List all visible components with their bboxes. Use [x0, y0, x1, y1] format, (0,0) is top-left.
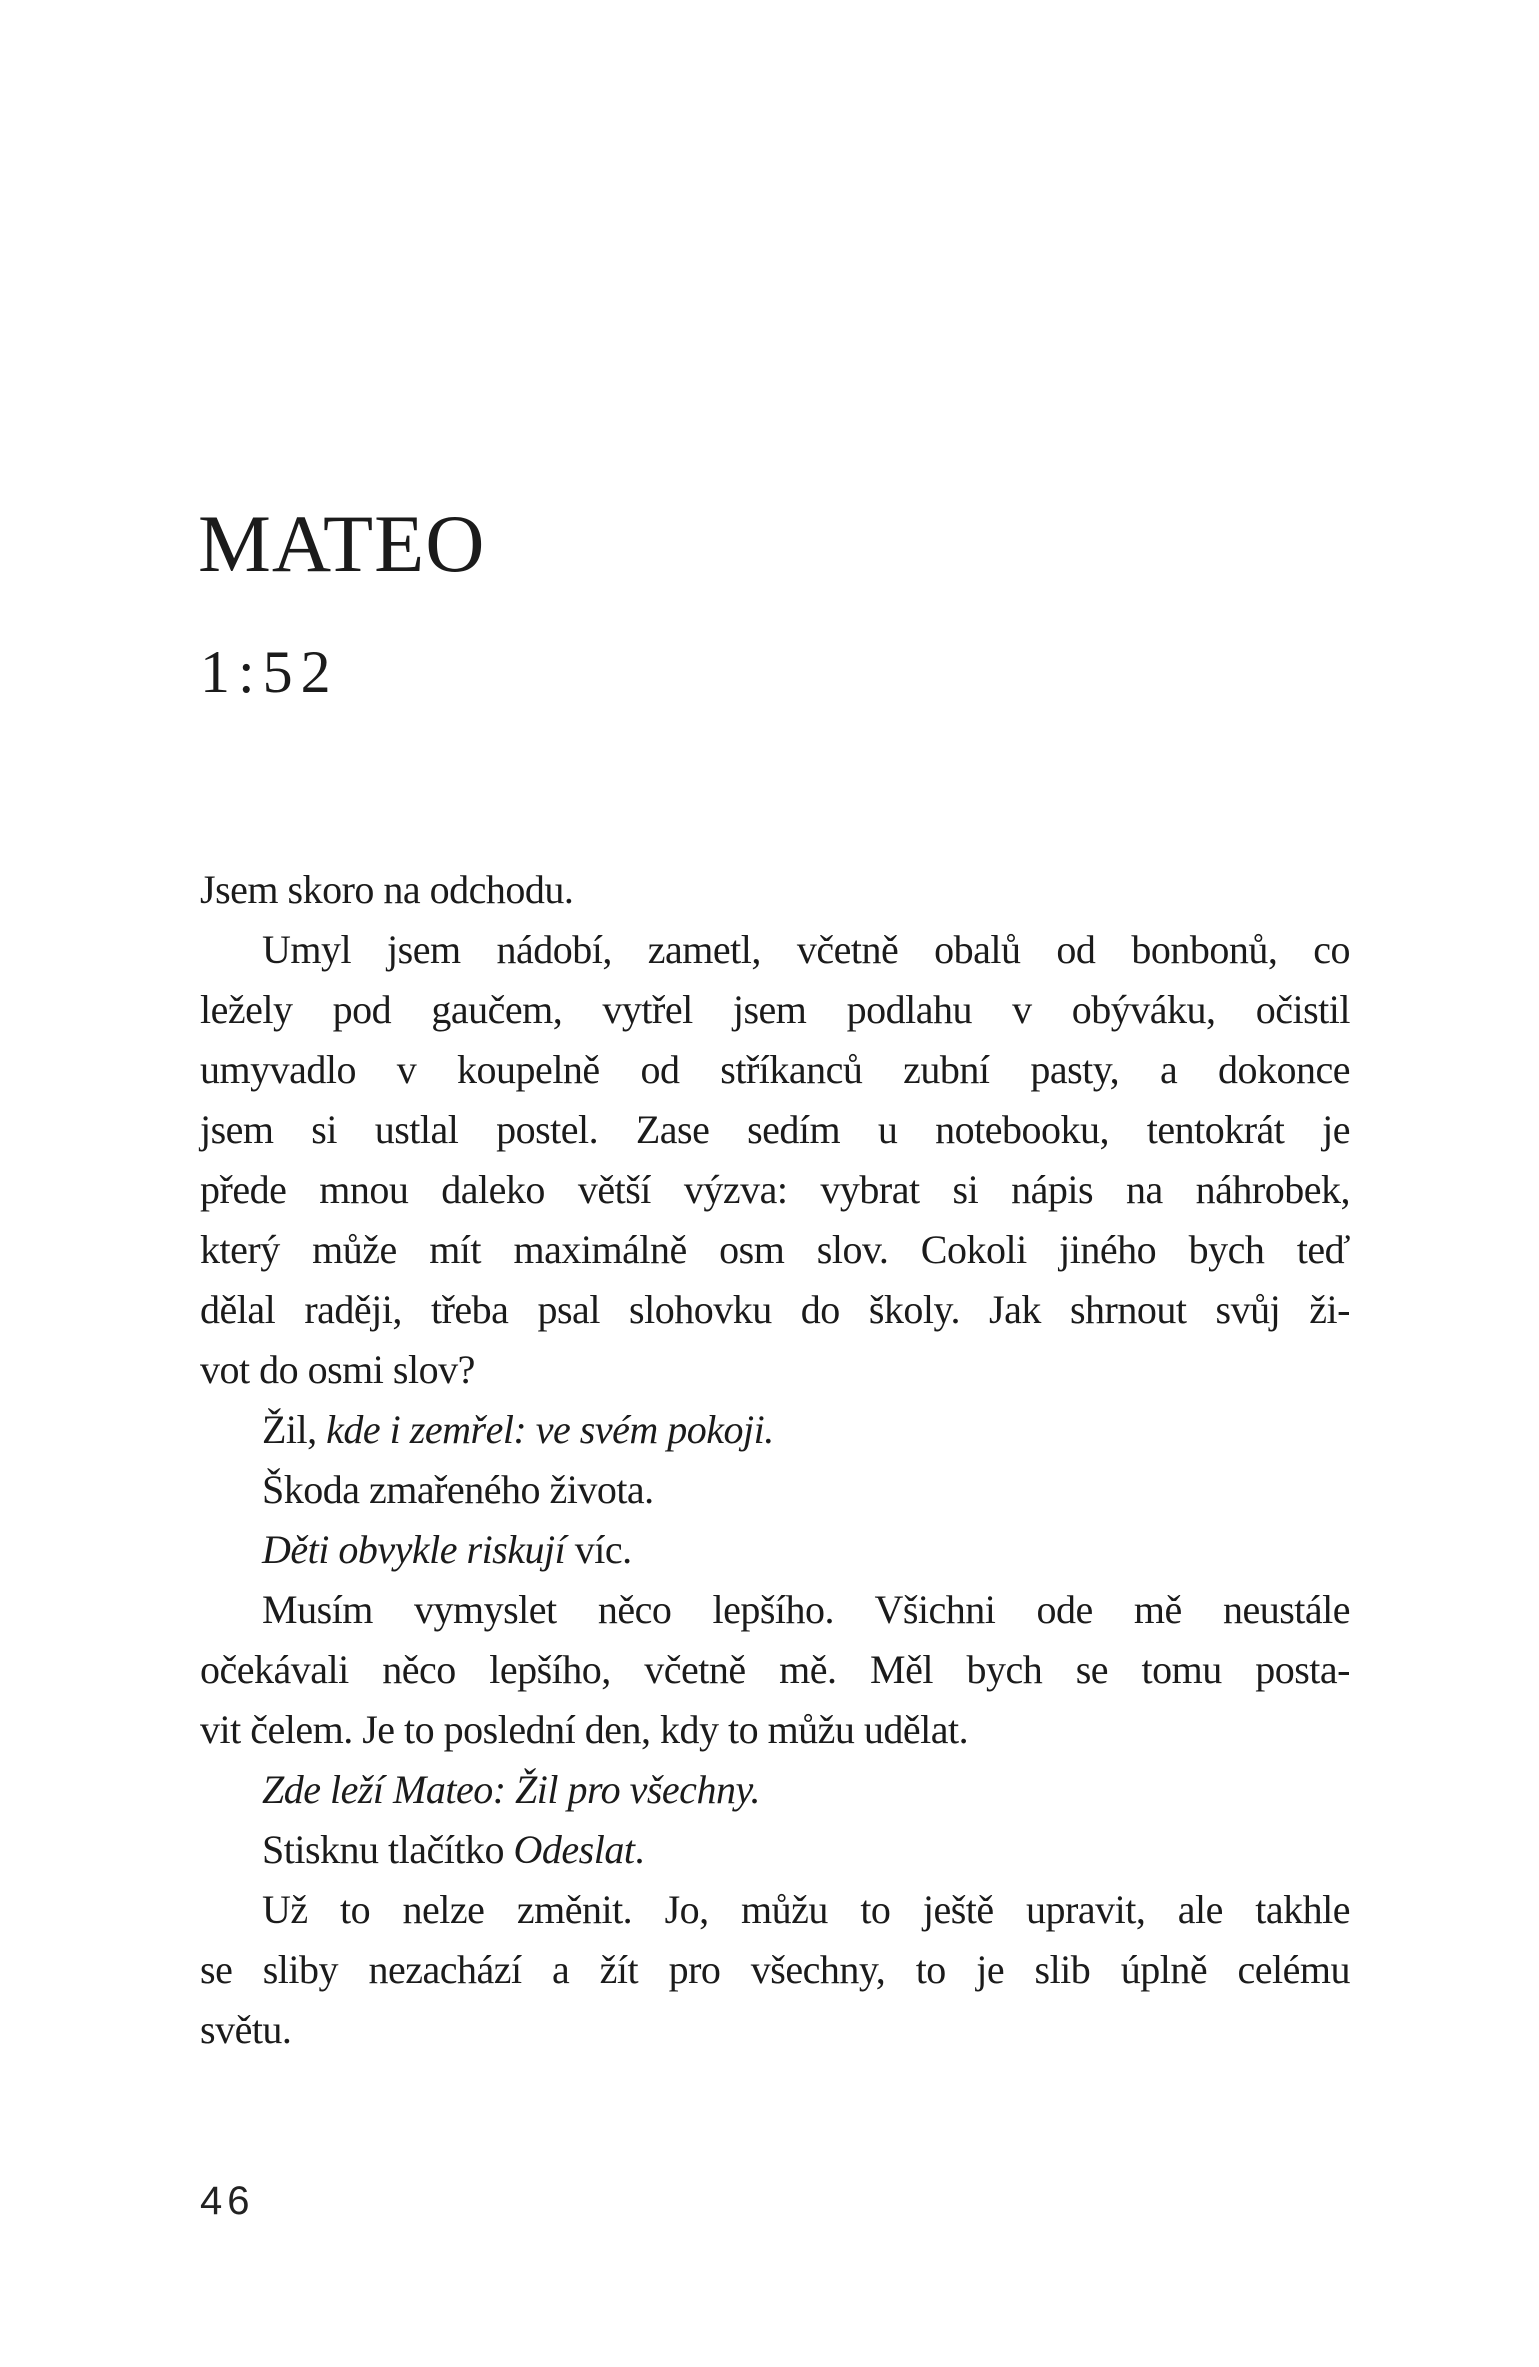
- text-segment: jsem si ustlal postel. Zase sedím u notebooku, tentokrát je: [200, 1107, 1350, 1152]
- text-segment: očekávali něco lepšího, včetně mě. Měl bych se tomu posta-: [200, 1647, 1350, 1692]
- text-line: [200, 1640, 1350, 1700]
- text-segment: Děti obvykle riskují: [262, 1527, 566, 1572]
- text-line: [200, 1520, 1350, 1580]
- chapter-time: 1:52: [200, 639, 339, 705]
- text-segment: se sliby nezachází a žít pro všechny, to je slib úplně celému: [200, 1947, 1350, 1992]
- text-segment: Žil,: [262, 1407, 317, 1452]
- text-segment: víc.: [565, 1527, 632, 1572]
- text-line: [200, 860, 1350, 920]
- text-segment: umyvadlo v koupelně od stříkanců zubní pasty, a dokonce: [200, 1047, 1350, 1092]
- text-segment: ležely pod gaučem, vytřel jsem podlahu v obýváku, očistil: [200, 987, 1350, 1032]
- text-segment: který může mít maximálně osm slov. Cokoli jiného bych teď: [200, 1227, 1350, 1272]
- text-line: [200, 1760, 1350, 1820]
- text-segment: kde i zemřel: ve svém pokoji.: [316, 1407, 774, 1452]
- text-segment: Stisknu tlačítko: [262, 1827, 514, 1872]
- text-line: [200, 2000, 1350, 2060]
- text-line: [200, 1940, 1350, 2000]
- body-text: [200, 860, 1350, 2060]
- text-segment: dělal raději, třeba psal slohovku do školy. Jak shrnout svůj ži-: [200, 1287, 1350, 1332]
- text-line: [200, 1880, 1350, 1940]
- text-line: [200, 1400, 1350, 1460]
- text-segment: Umyl jsem nádobí, zametl, včetně obalů od bonbonů, co: [262, 927, 1350, 972]
- text-line: [200, 1700, 1350, 1760]
- text-line: [200, 1580, 1350, 1640]
- text-segment: Už to nelze změnit. Jo, můžu to ještě upravit, ale takhle: [262, 1887, 1350, 1932]
- text-line: [200, 920, 1350, 980]
- text-line: [200, 1340, 1350, 1400]
- text-line: [200, 1220, 1350, 1280]
- page-number: 46: [200, 2179, 255, 2223]
- chapter-title: MATEO: [198, 498, 486, 589]
- text-segment: Zde leží Mateo: Žil pro všechny.: [262, 1767, 760, 1812]
- text-line: [200, 1160, 1350, 1220]
- text-segment: vit čelem. Je to poslední den, kdy to můžu udělat.: [200, 1707, 969, 1752]
- text-segment: světu.: [200, 2007, 292, 2052]
- text-line: [200, 1100, 1350, 1160]
- text-line: [200, 1040, 1350, 1100]
- text-segment: Musím vymyslet něco lepšího. Všichni ode mě neustále: [262, 1587, 1350, 1632]
- text-line: [200, 980, 1350, 1040]
- text-line: [200, 1460, 1350, 1520]
- text-segment: vot do osmi slov?: [200, 1347, 475, 1392]
- text-segment: Jsem skoro na odchodu.: [200, 867, 574, 912]
- text-line: [200, 1280, 1350, 1340]
- text-segment: Odeslat: [513, 1827, 635, 1872]
- text-segment: Škoda zmařeného života.: [262, 1467, 654, 1512]
- text-segment: přede mnou daleko větší výzva: vybrat si nápis na náhrobek,: [200, 1167, 1350, 1212]
- text-segment: .: [634, 1827, 644, 1872]
- text-line: [200, 1820, 1350, 1880]
